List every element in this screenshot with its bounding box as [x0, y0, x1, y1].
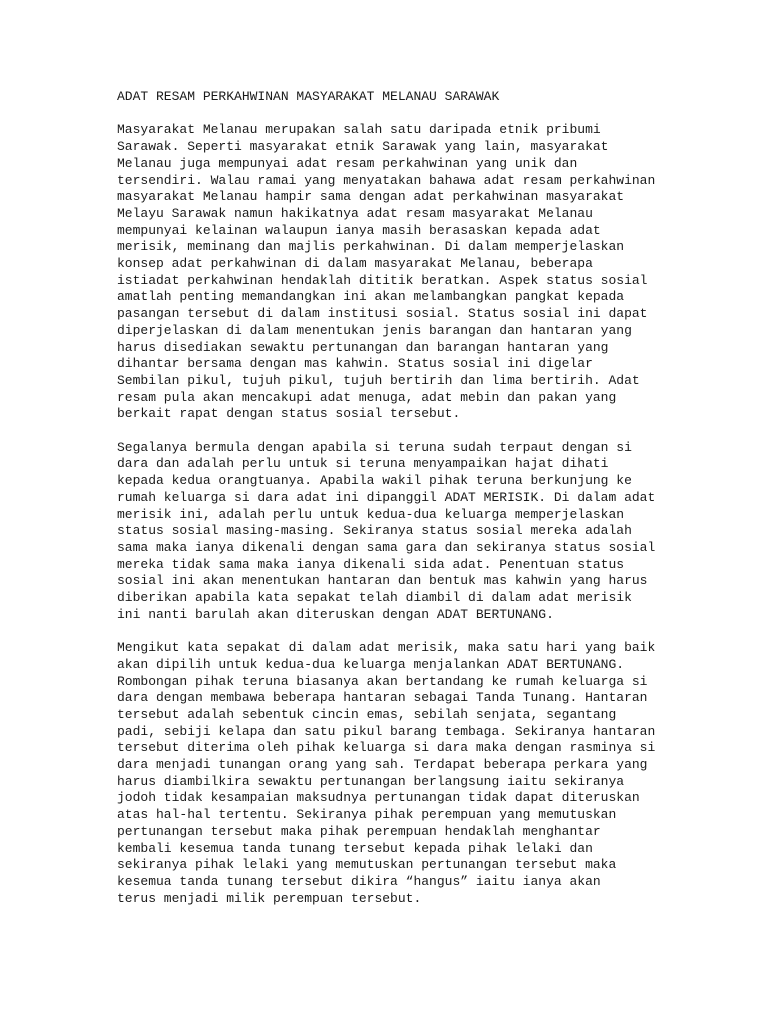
paragraph-line: istiadat perkahwinan hendaklah dititik beratkan. Aspek status sosial: [117, 272, 648, 288]
paragraph-line: dara dan adalah perlu untuk si teruna menyampaikan hajat dihati: [117, 456, 609, 472]
paragraph-line: kembali kesemua tanda tunang tersebut kepada pihak lelaki dan: [117, 840, 593, 856]
paragraph-line: kepada kedua orangtuanya. Apabila wakil pihak teruna berkunjung ke: [117, 473, 632, 489]
paragraph-line: dihantar bersama dengan mas kahwin. Status sosial ini digelar: [117, 356, 593, 372]
document-body: [117, 89, 677, 924]
paragraph-line: atas hal-hal tertentu. Sekiranya pihak perempuan yang memutuskan: [117, 807, 617, 823]
paragraph: [117, 640, 677, 907]
document-title: ADAT RESAM PERKAHWINAN MASYARAKAT MELANAU SARAWAK: [117, 89, 500, 104]
paragraph-line: mereka tidak sama maka ianya dikenali sida adat. Penentuan status: [117, 556, 625, 572]
paragraph-line: Melanau juga mempunyai adat resam perkahwinan yang unik dan: [117, 155, 578, 171]
paragraph-line: masyarakat Melanau hampir sama dengan adat perkahwinan masyarakat: [117, 189, 625, 205]
paragraph-line: dara menjadi tunangan orang yang sah. Terdapat beberapa perkara yang: [117, 757, 648, 773]
paragraph-line: akan dipilih untuk kedua-dua keluarga menjalankan ADAT BERTUNANG.: [117, 656, 625, 672]
paragraph-line: diperjelaskan di dalam menentukan jenis barangan dan hantaran yang: [117, 322, 632, 338]
paragraph-line: Rombongan pihak teruna biasanya akan bertandang ke rumah keluarga si: [117, 673, 648, 689]
paragraph-line: sosial ini akan menentukan hantaran dan bentuk mas kahwin yang harus: [117, 573, 648, 589]
paragraph-line: Segalanya bermula dengan apabila si teruna sudah terpaut dengan si: [117, 439, 632, 455]
paragraph-line: merisik ini, adalah perlu untuk kedua-dua keluarga memperjelaskan: [117, 506, 625, 522]
paragraph-line: status sosial masing-masing. Sekiranya status sosial mereka adalah: [117, 523, 632, 539]
paragraph-line: Sarawak. Seperti masyarakat etnik Sarawak yang lain, masyarakat: [117, 139, 609, 155]
paragraph-line: harus diambilkira sewaktu pertunangan berlangsung iaitu sekiranya: [117, 773, 625, 789]
paragraph-line: harus disediakan sewaktu pertunangan dan barangan hantaran yang: [117, 339, 609, 355]
paragraph-line: konsep adat perkahwinan di dalam masyarakat Melanau, beberapa: [117, 256, 593, 272]
paragraph-line: tersebut diterima oleh pihak keluarga si dara maka dengan rasminya si: [117, 740, 656, 756]
paragraph-line: sekiranya pihak lelaki yang memutuskan pertunangan tersebut maka: [117, 857, 617, 873]
paragraph-line: berkait rapat dengan status sosial tersebut.: [117, 406, 461, 422]
paragraph-line: diberikan apabila kata sepakat telah diambil di dalam adat merisik: [117, 590, 632, 606]
paragraph-line: amatlah penting memandangkan ini akan melambangkan pangkat kepada: [117, 289, 625, 305]
paragraph-line: jodoh tidak kesampaian maksudnya pertunangan tidak dapat diteruskan: [117, 790, 640, 806]
paragraph-line: sama maka ianya dikenali dengan sama gara dan sekiranya status sosial: [117, 539, 656, 555]
paragraph-line: tersebut adalah sebentuk cincin emas, sebilah senjata, segantang: [117, 706, 617, 722]
paragraph: [117, 440, 677, 624]
paragraph-line: merisik, meminang dan majlis perkahwinan. Di dalam memperjelaskan: [117, 239, 625, 255]
paragraph-line: kesemua tanda tunang tersebut dikira “hangus” iaitu ianya akan: [117, 874, 601, 889]
paragraph-line: terus menjadi milik perempuan tersebut.: [117, 890, 422, 906]
paragraph-line: rumah keluarga si dara adat ini dipanggil ADAT MERISIK. Di dalam adat: [117, 489, 656, 505]
paragraph-container: [117, 122, 677, 907]
paragraph-line: tersendiri. Walau ramai yang menyatakan bahawa adat resam perkahwinan: [117, 172, 656, 188]
paragraph-line: Melayu Sarawak namun hakikatnya adat resam masyarakat Melanau: [117, 205, 593, 221]
paragraph-line: Masyarakat Melanau merupakan salah satu daripada etnik pribumi: [117, 122, 601, 138]
paragraph-line: padi, sebiji kelapa dan satu pikul barang tembaga. Sekiranya hantaran: [117, 723, 656, 739]
paragraph-line: Sembilan pikul, tujuh pikul, tujuh bertirih dan lima bertirih. Adat: [117, 372, 640, 388]
paragraph-line: resam pula akan mencakupi adat menuga, adat mebin dan pakan yang: [117, 389, 617, 405]
paragraph-line: pasangan tersebut di dalam institusi sosial. Status sosial ini dapat: [117, 306, 648, 322]
paragraph: [117, 122, 677, 423]
paragraph-line: Mengikut kata sepakat di dalam adat merisik, maka satu hari yang baik: [117, 640, 656, 656]
paragraph-line: pertunangan tersebut maka pihak perempuan hendaklah menghantar: [117, 823, 601, 839]
paragraph-line: mempunyai kelainan walaupun ianya masih berasaskan kepada adat: [117, 222, 601, 238]
paragraph-line: dara dengan membawa beberapa hantaran sebagai Tanda Tunang. Hantaran: [117, 690, 648, 706]
paragraph-line: ini nanti barulah akan diteruskan dengan ADAT BERTUNANG.: [117, 606, 554, 622]
